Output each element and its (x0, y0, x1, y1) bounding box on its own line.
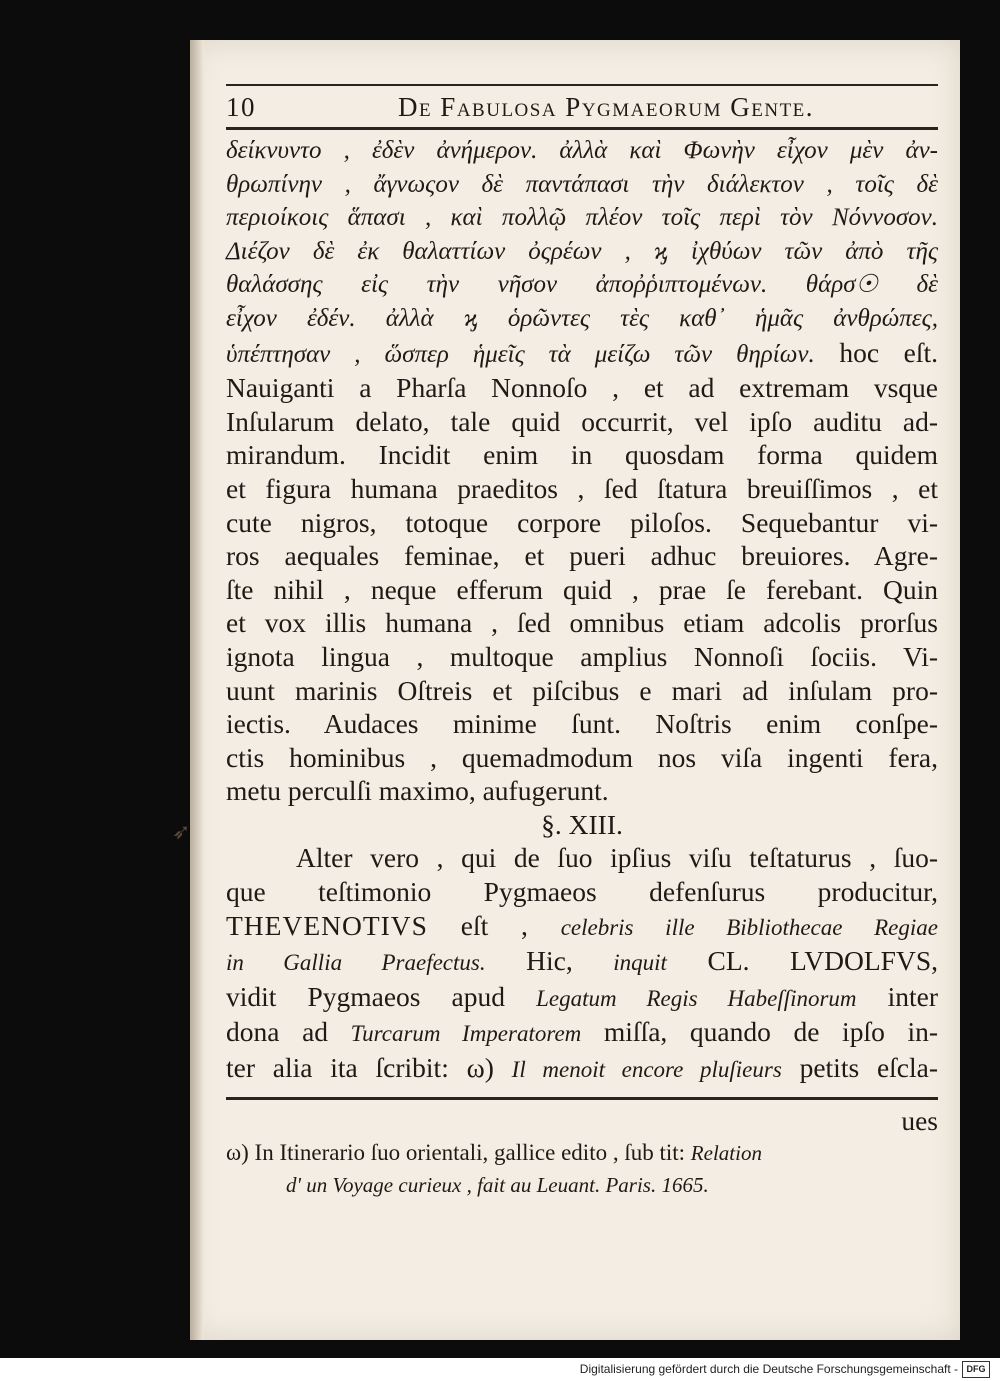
section-line (226, 980, 938, 1016)
greek-line: περιοίκοις ἅπασι , καὶ πολλῷ πλέον τοῖς περὶ τὸν Νόννοσον. (226, 204, 938, 232)
text-fragment: inter (856, 980, 938, 1012)
author-name: THEVENOTIVS (226, 909, 428, 941)
funding-credit: Digitalisierung gefördert durch die Deutsche Forschungsgemeinschaft - (579, 1362, 958, 1376)
text-fragment: Hic, (485, 945, 614, 977)
latin-line: mirandum. Incidit enim in quosdam forma quidem (226, 439, 938, 471)
latin-line: uunt marinis Oſtreis et piſcibus e mari ad inſulam pro- (226, 674, 938, 706)
author-name: CL. LVDOLFVS, (666, 945, 938, 977)
latin-fragment: hoc eſt. (839, 336, 938, 368)
section-line: que teſtimonio Pygmaeos defenſurus producitur, (226, 876, 938, 908)
section-passage (226, 841, 938, 1086)
header-rule-top (226, 84, 938, 86)
catchword: ues (901, 1104, 938, 1136)
text-fragment: eſt , (427, 909, 561, 941)
latin-passage (226, 371, 938, 808)
text-fragment: petits eſcla- (781, 1052, 938, 1084)
italic-fragment: Il menoit encore pluſieurs (511, 1057, 782, 1083)
latin-line: ſte nihil , neque efferum quid , prae ſe ferebant. Quin (226, 573, 938, 605)
section-line (226, 909, 938, 945)
page-gutter (190, 40, 204, 1340)
section-line (226, 1015, 938, 1051)
footnote-text: ω) In Itinerario ſuo orientali, gallice edito , ſub tit: (226, 1140, 691, 1166)
footnote-line (226, 1137, 938, 1169)
latin-line: iectis. Audaces minime ſunt. Noſtris enim conſpe- (226, 708, 938, 740)
latin-line: metu perculſi maximo, aufugerunt. (226, 775, 609, 807)
italic-fragment: celebris ille Bibliothecae Regiae (560, 914, 938, 940)
page-number: 10 (226, 92, 256, 122)
greek-line: θαλάσσης εἰς τὴν νῆσον ἀποῤῥιπτομένων. θάρσ☉ δὲ (226, 271, 938, 299)
section-line (226, 1051, 938, 1087)
mixed-line (226, 336, 938, 372)
greek-fragment: ὑπέπτησαν , ὥσπερ ἡμεῖς τὰ μείζω τῶν θηρίων. (226, 340, 815, 368)
running-header (226, 92, 938, 123)
latin-line: Nauiganti a Pharſa Nonnoſo , et ad extremam vsque (226, 372, 938, 404)
latin-line: ros aequales feminae, et pueri adhuc breuiores. Agre- (226, 540, 938, 572)
italic-fragment: in Gallia Praefectus. (226, 950, 486, 976)
text-block (226, 80, 938, 1201)
footnote-rule (226, 1097, 938, 1100)
greek-line: Διέζον δὲ ἐκ θαλαττίων ὀςρέων , ϗ ἰχθύων τῶν ἀπὸ τῆς (226, 237, 938, 265)
section-line (226, 944, 938, 980)
latin-line: et vox illis humana , ſed omnibus etiam adcolis prorſus (226, 607, 938, 639)
dfg-logo: DFG (962, 1361, 990, 1378)
latin-line: ctis hominibus , quemadmodum nos viſa ingenti fera, (226, 741, 938, 773)
greek-line: δείκνυντο , ἐδὲν ἀνήμερον. ἀλλὰ καὶ Φωνὴν εἶχον μὲν ἀν- (226, 137, 938, 164)
running-title: De Fabulosa Pygmaeorum Gente. (397, 92, 815, 122)
footnote-italic: Relation (690, 1141, 762, 1166)
latin-line: ignota lingua , multoque amplius Nonnoſi ſociis. Vi- (226, 640, 938, 672)
latin-line: cute nigros, totoque corpore piloſos. Sequebantur vi- (226, 506, 938, 538)
section-line: Alter vero , qui de ſuo ipſius viſu teſtaturus , ſuo- (296, 842, 938, 874)
footnote (226, 1137, 938, 1201)
footnote-line (226, 1169, 938, 1201)
section-heading: §. XIII. (541, 808, 623, 840)
latin-line: Inſularum delato, tale quid occurrit, vel ipſo auditu ad- (226, 405, 938, 437)
greek-line: εἶχον ἐδέν. ἀλλὰ ϗ ὁρῶντες τὲς καθ᾽ ἡμᾶς ἀνθρώπες, (226, 304, 938, 332)
margin-mark: ➶ (172, 820, 191, 845)
text-fragment: vidit Pygmaeos apud (226, 980, 537, 1012)
header-rule-bottom (226, 127, 938, 130)
italic-fragment: Turcarum Imperatorem (350, 1021, 582, 1047)
italic-fragment: inquit (613, 950, 667, 976)
text-fragment: miſſa, quando de ipſo in- (581, 1016, 938, 1048)
latin-line: et figura humana praeditos , ſed ſtatura breuiſſimos , et (226, 472, 938, 504)
greek-line: θρωπίνην , ἄγνωςον δὲ παντάπασι τὴν διάλεκτον , τοῖς δὲ (226, 170, 938, 198)
italic-fragment: Legatum Regis Habeſſinorum (536, 985, 857, 1011)
funding-credit-bar (0, 1358, 1000, 1381)
text-fragment: ter alia ita ſcribit: ω) (226, 1052, 512, 1084)
book-page (172, 40, 960, 1340)
footnote-italic: d' un Voyage curieux , fait au Leuant. Paris. 1665. (286, 1173, 709, 1198)
greek-passage (226, 134, 938, 371)
text-fragment: dona ad (226, 1016, 351, 1048)
